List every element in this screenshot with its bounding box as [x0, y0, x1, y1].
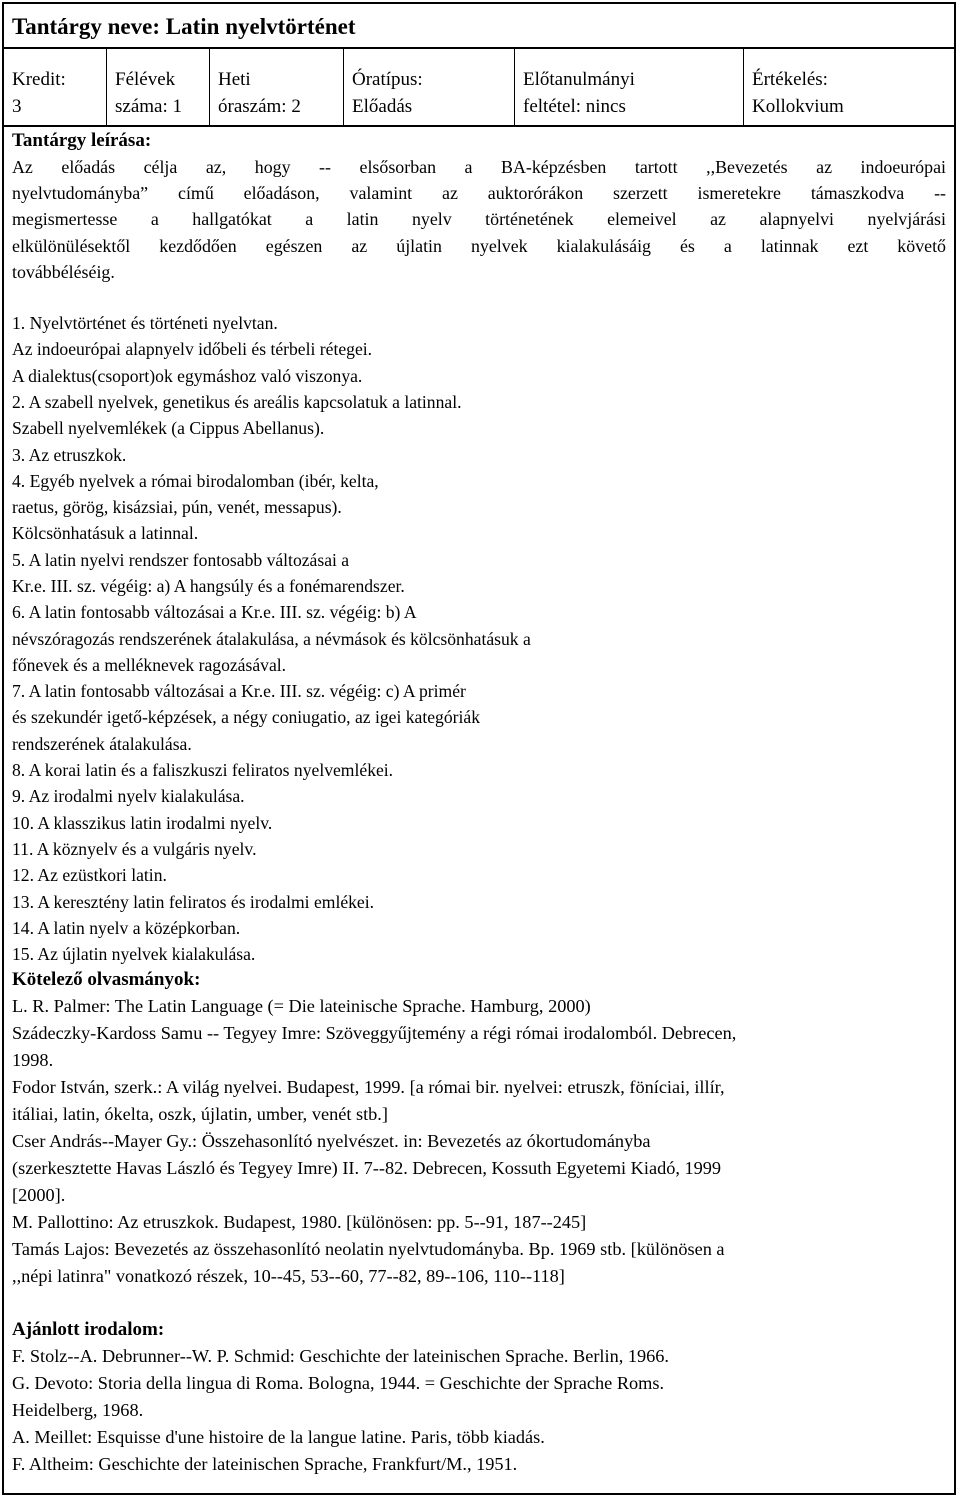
topic-item: 9. Az irodalmi nyelv kialakulása.: [12, 786, 245, 807]
credit-value: 3: [12, 96, 22, 117]
reading-line: 1998.: [12, 1050, 54, 1071]
topic-item: 1. Nyelvtörténet és történeti nyelvtan.: [12, 313, 278, 334]
evaluation-label: Értékelés:: [752, 69, 828, 90]
literature-line: G. Devoto: Storia della lingua di Roma. Bologna, 1944. = Geschichte der Sprache Roms.: [12, 1373, 665, 1394]
topic-item: 5. A latin nyelvi rendszer fontosabb változásai a: [12, 549, 350, 570]
recommended-literature-heading: Ajánlott irodalom:: [12, 1319, 165, 1341]
topic-item: 15. Az újlatin nyelvek kialakulása.: [12, 944, 256, 965]
credit-label: Kredit:: [12, 69, 66, 90]
topic-item: és szekundér igető-képzések, a négy coniugatio, az igei kategóriák: [12, 707, 480, 728]
course-syllabus-document: [2, 2, 956, 1495]
topic-item: 4. Egyéb nyelvek a római birodalomban (ibér, kelta,: [12, 470, 379, 491]
weekly-hours-cell: [210, 49, 344, 125]
literature-line: F. Stolz--A. Debrunner--W. P. Schmid: Geschichte der lateinischen Sprache. Berlin, 1966.: [12, 1346, 669, 1367]
topic-item: A dialektus(csoport)ok egymáshoz való viszonya.: [12, 365, 363, 386]
reading-line: Tamás Lajos: Bevezetés az összehasonlító neolatin nyelvtudományba. Bp. 1969 stb. [különösen a: [12, 1239, 725, 1260]
description-text: [12, 154, 946, 285]
reading-line: L. R. Palmer: The Latin Language (= Die lateinische Sprache. Hamburg, 2000): [12, 996, 591, 1017]
weekly-hours-value: óraszám: 2: [218, 96, 301, 117]
course-meta-row: [4, 49, 954, 127]
reading-line: Cser András--Mayer Gy.: Összehasonlító nyelvészet. in: Bevezetés az ókortudományba: [12, 1131, 651, 1152]
topic-list: [12, 310, 946, 967]
topic-item: 14. A latin nyelv a középkorban.: [12, 917, 241, 938]
topic-item: raetus, görög, kisázsiai, pún, venét, messapus).: [12, 497, 342, 518]
topic-item: Kölcsönhatásuk a latinnal.: [12, 523, 199, 544]
topic-item: 13. A keresztény latin feliratos és irodalmi emlékei.: [12, 891, 375, 912]
description-line: elkülönülésektől kezdődően egészen az újlatin nyelvek kialakulásáig és a latinnak ezt követő: [12, 235, 946, 256]
weekly-hours-label: Heti: [218, 69, 251, 90]
credit-cell: [4, 49, 107, 125]
topic-item: 12. Az ezüstkori latin.: [12, 865, 167, 886]
topic-item: Kr.e. III. sz. végéig: a) A hangsúly és a fonémarendszer.: [12, 575, 405, 596]
reading-line: (szerkesztette Havas László és Tegyey Imre) II. 7--82. Debrecen, Kossuth Egyetemi Kiadó, 1999: [12, 1158, 722, 1179]
class-type-cell: [344, 49, 515, 125]
semesters-label: Félévek: [115, 69, 176, 90]
reading-line: Szádeczky-Kardoss Samu -- Tegyey Imre: Szöveggyűjtemény a régi római irodalomból. Debrecen,: [12, 1023, 737, 1044]
required-readings-list: [12, 993, 946, 1290]
reading-line: ,,népi latinra" vonatkozó részek, 10--45, 53--60, 77--82, 89--106, 110--118]: [12, 1266, 565, 1287]
reading-line: itáliai, latin, ókelta, oszk, újlatin, umber, venét stb.]: [12, 1104, 388, 1125]
topic-item: rendszerének átalakulása.: [12, 733, 192, 754]
topic-item: névszóragozás rendszerének átalakulása, a névmások és kölcsönhatásuk a: [12, 628, 531, 649]
description-line: továbbéléséig.: [12, 261, 115, 282]
description-line: megismertesse a hallgatókat a latin nyelv történetének elemeivel az alapnyelvi nyelvjárási: [12, 209, 946, 230]
prerequisite-cell: [515, 49, 744, 125]
required-readings-heading: Kötelező olvasmányok:: [12, 969, 201, 991]
recommended-literature-list: [12, 1343, 946, 1478]
class-type-label: Óratípus:: [352, 69, 423, 90]
description-heading: Tantárgy leírása:: [12, 130, 152, 151]
semesters-cell: [107, 49, 210, 125]
topic-item: 11. A köznyelv és a vulgáris nyelv.: [12, 838, 257, 859]
prerequisite-label: Előtanulmányi: [523, 69, 635, 90]
reading-line: M. Pallottino: Az etruszkok. Budapest, 1980. [különösen: pp. 5--91, 187--245]: [12, 1212, 587, 1233]
syllabus-body: [4, 128, 954, 1478]
topic-item: 10. A klasszikus latin irodalmi nyelv.: [12, 812, 273, 833]
evaluation-value: Kollokvium: [752, 96, 844, 117]
topic-item: 3. Az etruszkok.: [12, 444, 127, 465]
reading-line: [2000].: [12, 1185, 66, 1206]
topic-item: Szabell nyelvemlékek (a Cippus Abellanus).: [12, 418, 325, 439]
topic-item: 6. A latin fontosabb változásai a Kr.e. III. sz. végéig: b) A: [12, 602, 417, 623]
topic-item: főnevek és a melléknevek ragozásával.: [12, 654, 287, 675]
reading-line: Fodor István, szerk.: A világ nyelvei. Budapest, 1999. [a római bir. nyelvei: etruszk, föníciai, illír,: [12, 1077, 725, 1098]
literature-line: A. Meillet: Esquisse d'une histoire de la langue latine. Paris, több kiadás.: [12, 1427, 545, 1448]
topic-item: Az indoeurópai alapnyelv időbeli és térbeli rétegei.: [12, 339, 373, 360]
description-line: nyelvtudományba” című előadáson, valamint az auktorórákon szerzett ismeretekre támaszkodva --: [12, 183, 946, 204]
literature-line: Heidelberg, 1968.: [12, 1400, 144, 1421]
section-spacer: [12, 1290, 946, 1317]
literature-line: F. Altheim: Geschichte der lateinischen Sprache, Frankfurt/M., 1951.: [12, 1454, 518, 1475]
course-title: Tantárgy neve: Latin nyelvtörténet: [4, 4, 954, 49]
topic-item: 8. A korai latin és a faliszkuszi feliratos nyelvemlékei.: [12, 760, 394, 781]
class-type-value: Előadás: [352, 96, 413, 117]
semesters-value: száma: 1: [115, 96, 183, 117]
description-line: Az előadás célja az, hogy -- elsősorban a BA-képzésben tartott ,,Bevezetés az indoeurópai: [12, 157, 946, 177]
prerequisite-value: feltétel: nincs: [523, 96, 626, 117]
evaluation-cell: [744, 49, 954, 125]
topic-item: 7. A latin fontosabb változásai a Kr.e. III. sz. végéig: c) A primér: [12, 681, 466, 702]
topic-item: 2. A szabell nyelvek, genetikus és areális kapcsolatuk a latinnal.: [12, 391, 462, 412]
